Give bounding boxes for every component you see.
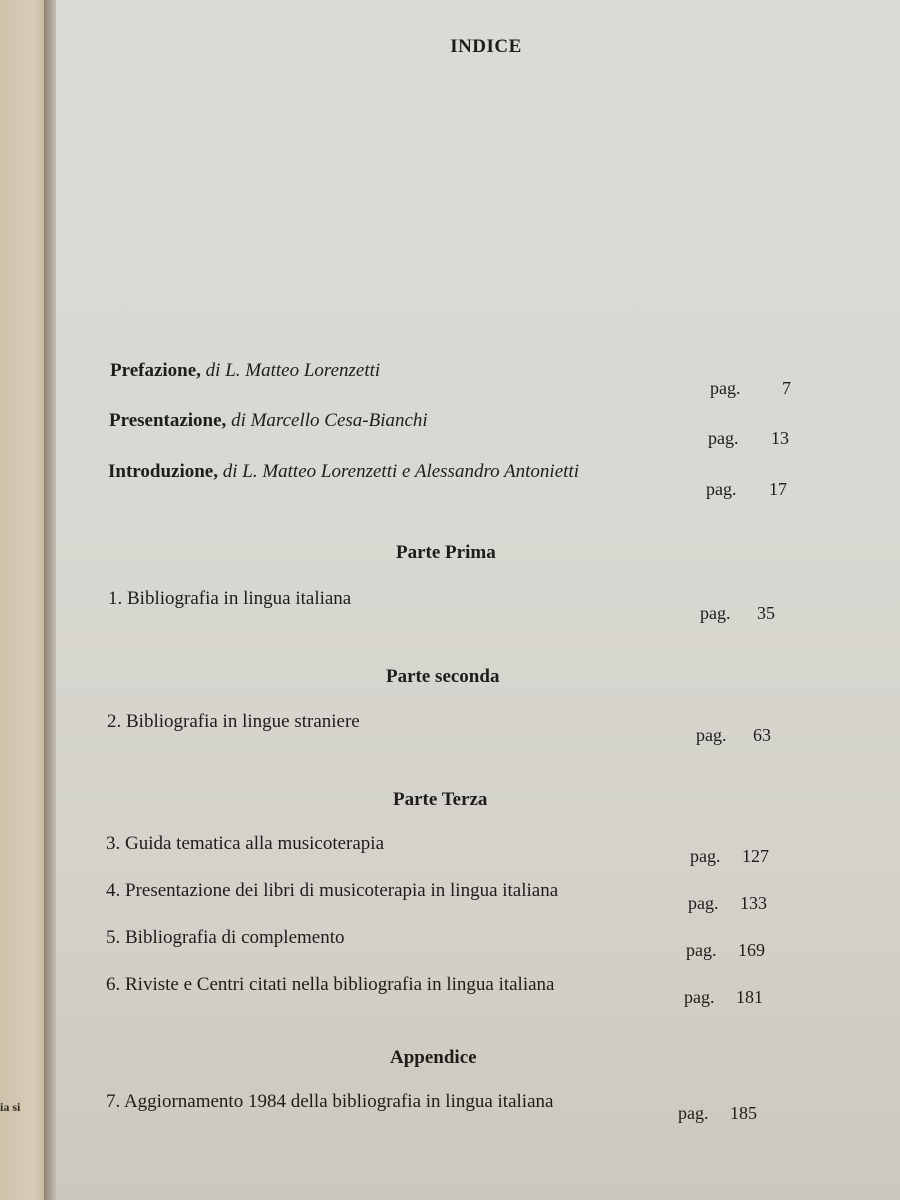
- pag-label: pag.: [710, 378, 741, 398]
- page-ref: [708, 428, 789, 449]
- page-ref: [710, 378, 791, 399]
- entry-title: Introduzione,: [108, 461, 218, 482]
- page-number: 17: [769, 479, 787, 499]
- toc-chapter: 3. Guida tematica alla musicoterapia: [106, 833, 385, 854]
- page-ref: [706, 479, 787, 500]
- page-number: 127: [742, 846, 769, 866]
- pag-label: pag.: [696, 725, 727, 745]
- entry-title: Prefazione,: [110, 360, 201, 381]
- pag-label: pag.: [700, 603, 731, 623]
- toc-chapter: 4. Presentazione dei libri di musicoterapia in lingua italiana: [106, 880, 559, 901]
- entry-author: di L. Matteo Lorenzetti e Alessandro Antonietti: [222, 461, 579, 482]
- toc-entry-presentazione: [109, 410, 428, 432]
- toc-chapter: 6. Riviste e Centri citati nella bibliografia in lingua italiana: [106, 974, 555, 995]
- section-heading: Parte Prima: [396, 542, 496, 563]
- pag-label: pag.: [688, 893, 719, 913]
- page-ref: [700, 603, 775, 624]
- page-number: 169: [738, 940, 765, 960]
- page-number: 7: [782, 378, 791, 398]
- pag-label: pag.: [706, 479, 737, 499]
- toc-entry-prefazione: [110, 360, 380, 382]
- facing-page-text: ia si: [0, 1100, 21, 1114]
- page-number: 13: [771, 428, 789, 448]
- toc-chapter: 7. Aggiornamento 1984 della bibliografia in lingua italiana: [106, 1091, 554, 1112]
- section-heading: Parte Terza: [393, 789, 488, 810]
- facing-page: [0, 0, 48, 1200]
- page-number: 185: [730, 1103, 757, 1123]
- page-ref: [688, 893, 767, 914]
- pag-label: pag.: [690, 846, 721, 866]
- page-ref: [684, 987, 763, 1008]
- entry-author: di Marcello Cesa-Bianchi: [231, 410, 428, 431]
- section-heading: Appendice: [390, 1047, 477, 1068]
- pag-label: pag.: [684, 987, 715, 1007]
- page-ref: [690, 846, 769, 867]
- page-ref: [678, 1103, 757, 1124]
- page-number: 35: [757, 603, 775, 623]
- section-heading: Parte seconda: [386, 666, 500, 687]
- pag-label: pag.: [678, 1103, 709, 1123]
- page-ref: [686, 940, 765, 961]
- toc-entry-introduzione: [108, 461, 579, 483]
- pag-label: pag.: [708, 428, 739, 448]
- toc-chapter: 1. Bibliografia in lingua italiana: [108, 588, 352, 609]
- page-number: 181: [736, 987, 763, 1007]
- entry-author: di L. Matteo Lorenzetti: [205, 360, 381, 381]
- pag-label: pag.: [686, 940, 717, 960]
- page-number: 133: [740, 893, 767, 913]
- page-title: INDICE: [450, 36, 522, 57]
- index-page: [56, 0, 900, 1200]
- page-number: 63: [753, 725, 771, 745]
- page-ref: [696, 725, 771, 746]
- toc-chapter: 5. Bibliografia di complemento: [106, 927, 345, 948]
- entry-title: Presentazione,: [109, 410, 227, 431]
- toc-chapter: 2. Bibliografia in lingue straniere: [107, 711, 360, 732]
